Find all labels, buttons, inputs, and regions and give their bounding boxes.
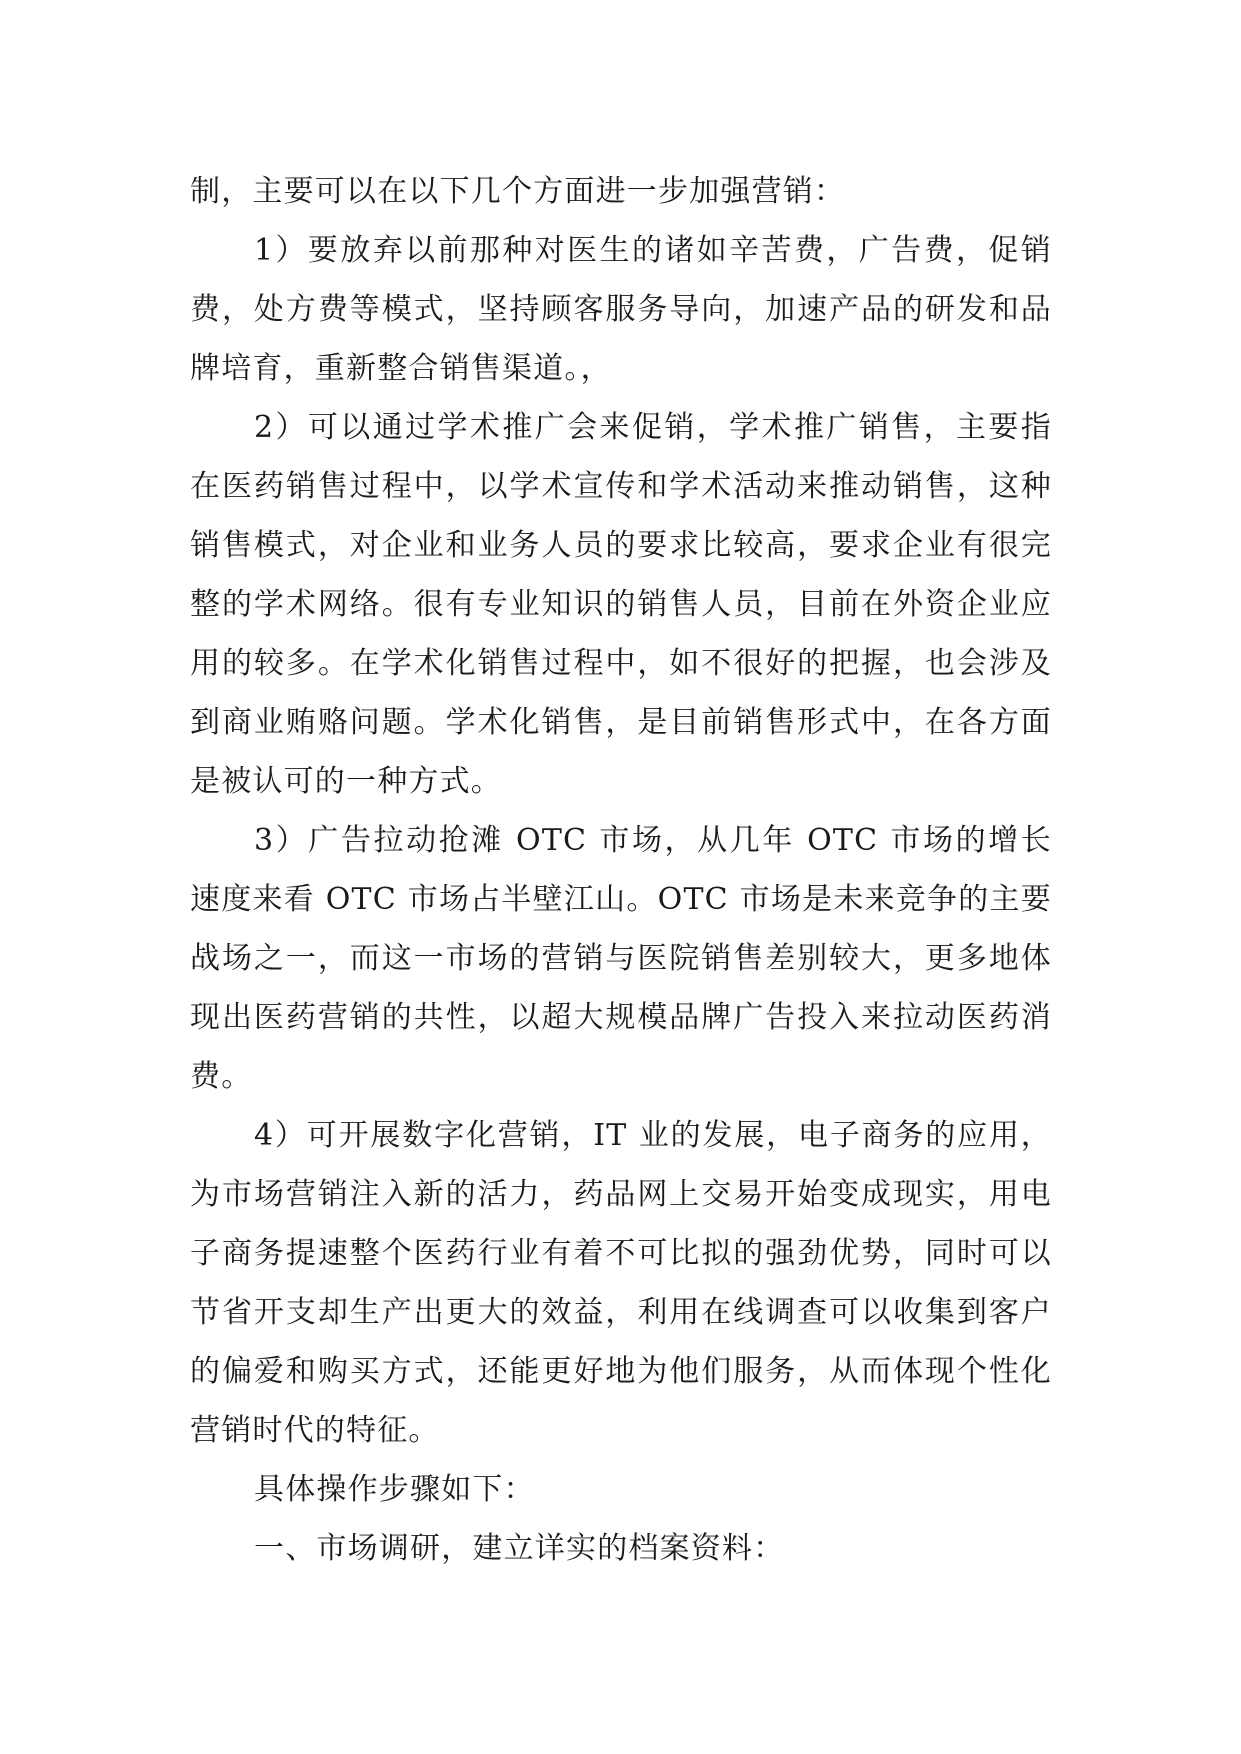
paragraph-continuation: 制，主要可以在以下几个方面进一步加强营销： (190, 174, 846, 209)
document-body (190, 162, 1052, 1578)
section-heading-1: 一、市场调研，建立详实的档案资料： (254, 1531, 785, 1566)
paragraph-point-1: 1）要放弃以前那种对医生的诸如辛苦费，广告费，促销费，处方费等模式，坚持顾客服务导向，加速产品的研发和品牌培育，重新整合销售渠道。， (190, 233, 1052, 386)
paragraph-point-3: 3）广告拉动抢滩 OTC 市场，从几年 OTC 市场的增长速度来看 OTC 市场占半壁江山。OTC 市场是未来竞争的主要战场之一，而这一市场的营销与医院销售差别较大，更多地体现出医药营销的共性，以超大规模品牌广告投入来拉动医药消费。 (190, 823, 1052, 1094)
paragraph-steps-intro: 具体操作步骤如下： (254, 1472, 535, 1507)
paragraph-point-4: 4）可开展数字化营销，IT 业的发展，电子商务的应用，为市场营销注入新的活力，药品网上交易开始变成现实，用电子商务提速整个医药行业有着不可比拟的强劲优势，同时可以节省开支却生产出更大的效益，利用在线调查可以收集到客户的偏爱和购买方式，还能更好地为他们服务，从而体现个性化营销时代的特征。 (190, 1118, 1052, 1448)
paragraph-point-2: 2）可以通过学术推广会来促销，学术推广销售，主要指在医药销售过程中，以学术宣传和学术活动来推动销售，这种销售模式，对企业和业务人员的要求比较高，要求企业有很完整的学术网络。很有专业知识的销售人员，目前在外资企业应用的较多。在学术化销售过程中，如不很好的把握，也会涉及到商业贿赂问题。学术化销售，是目前销售形式中，在各方面是被认可的一种方式。 (190, 410, 1052, 799)
